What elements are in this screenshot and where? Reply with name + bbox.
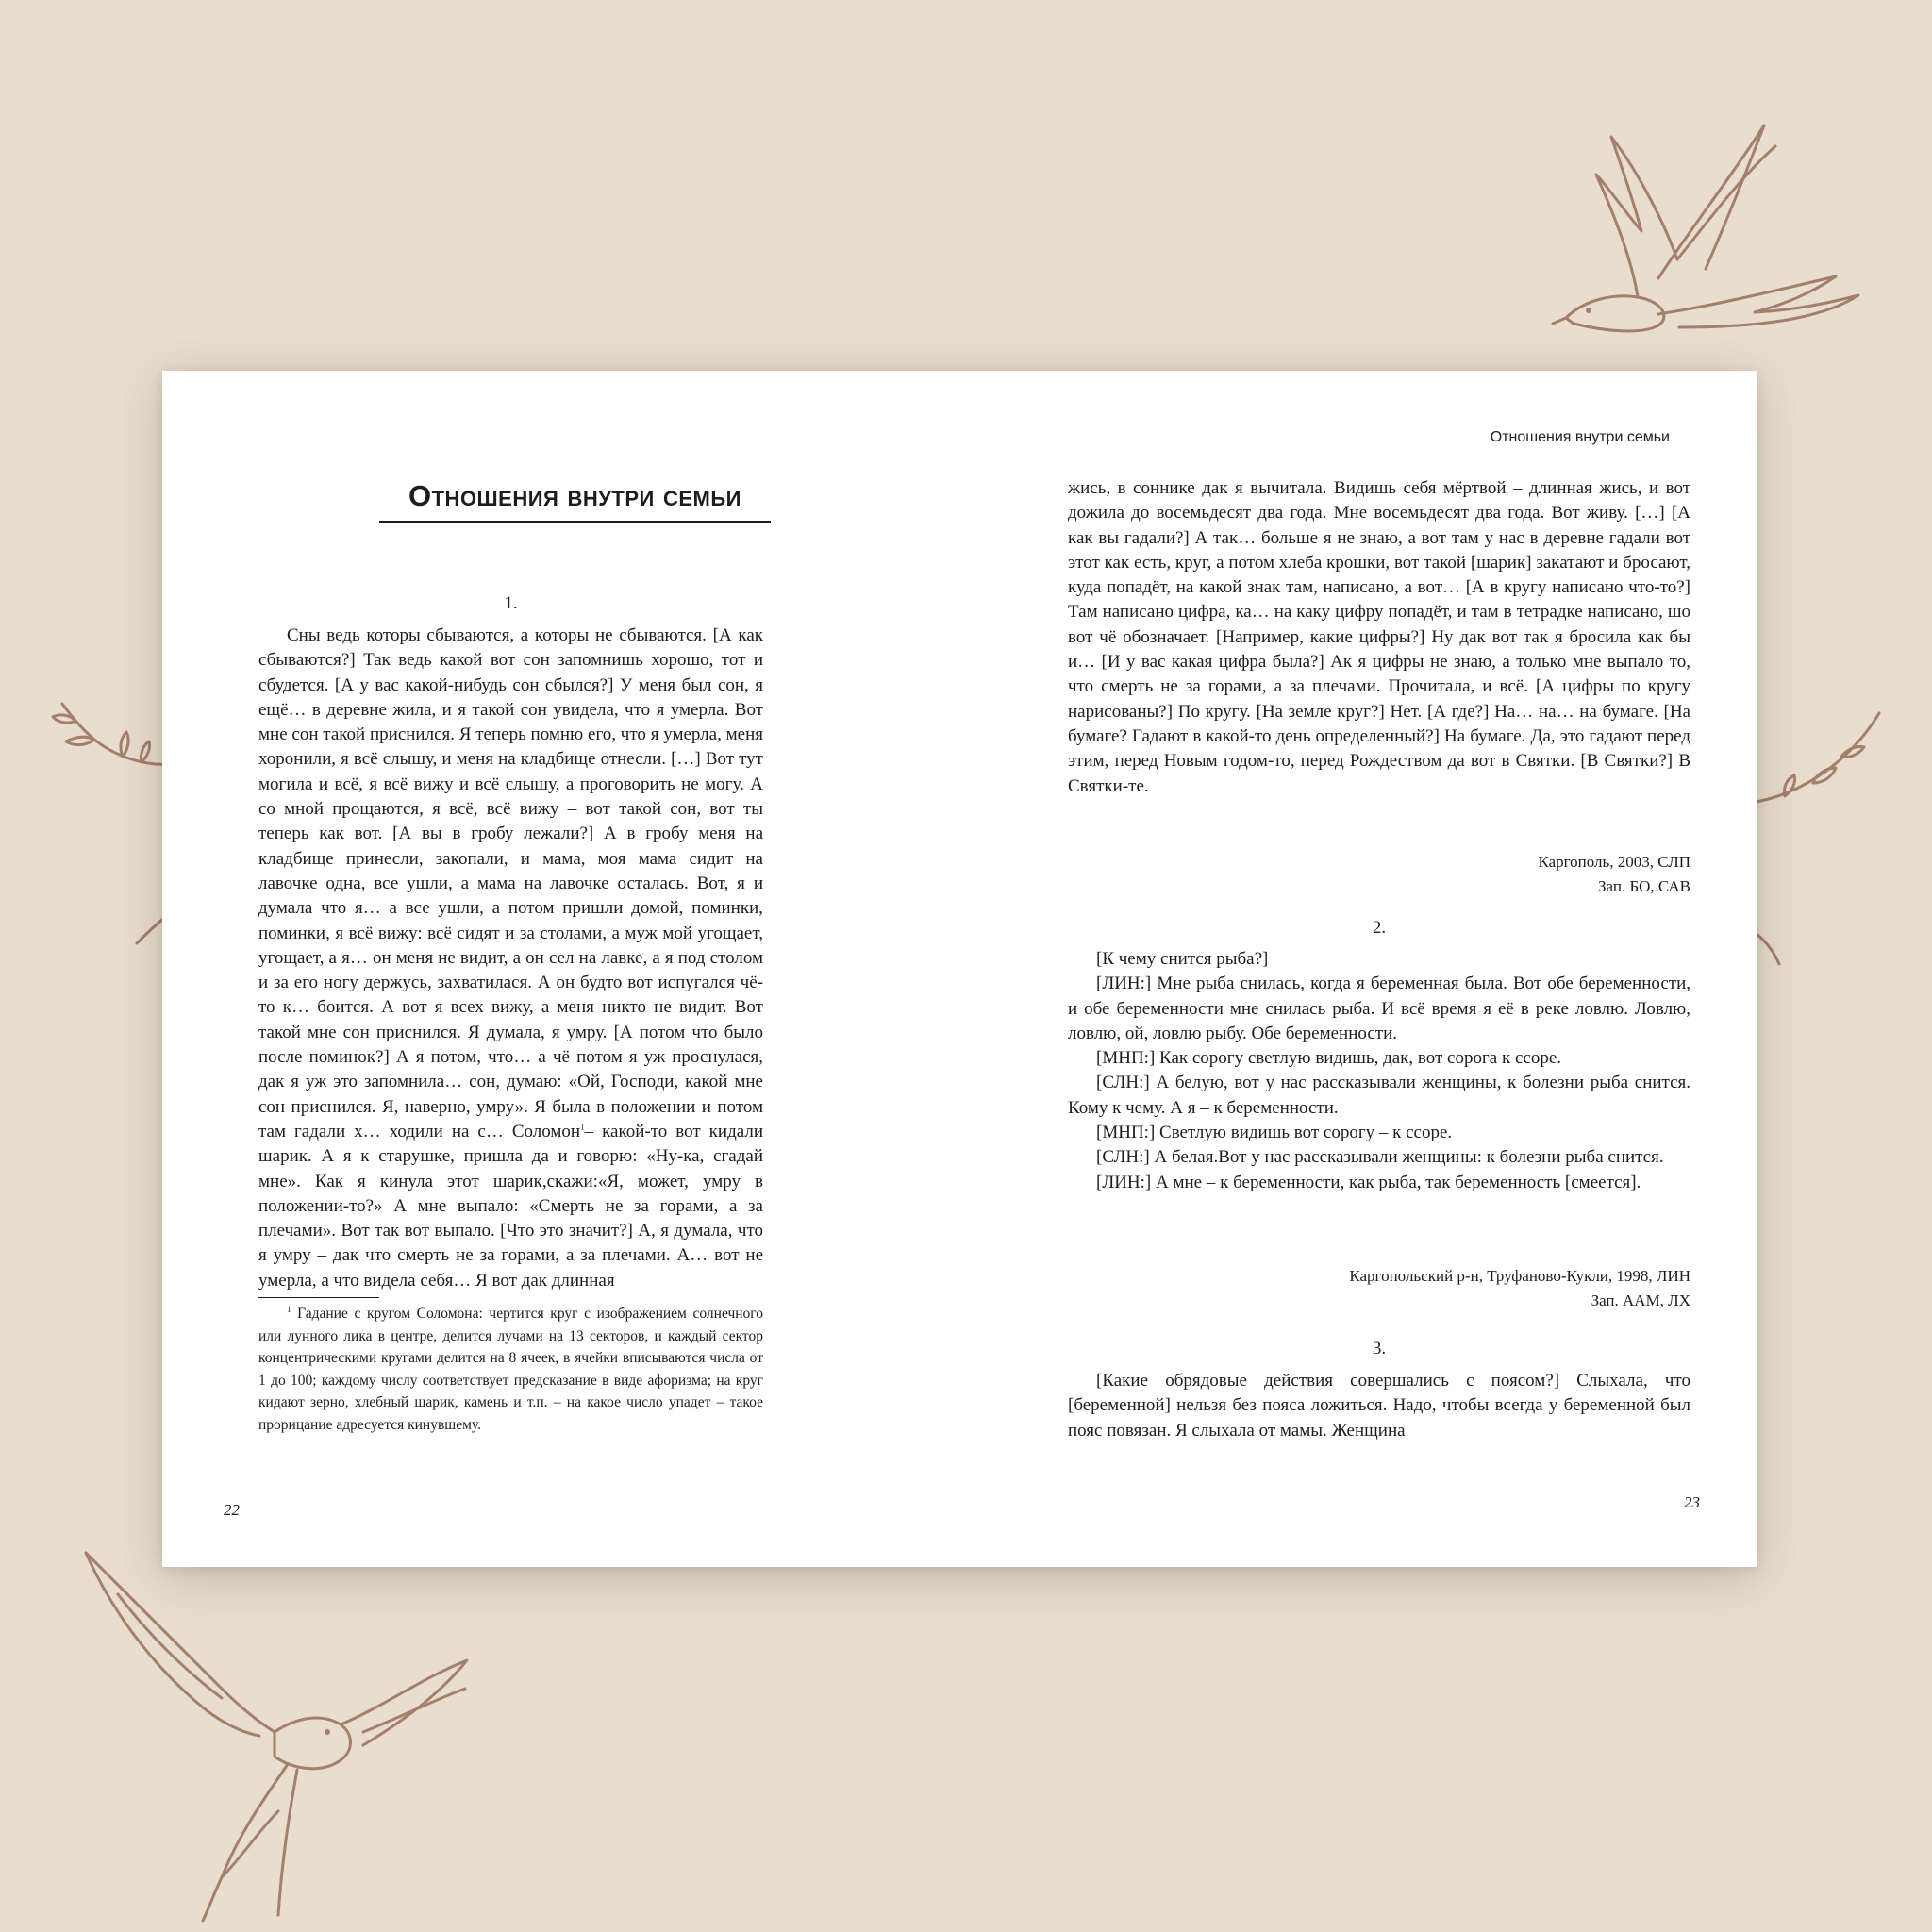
swallow-top-right-illustration (1547, 118, 1868, 335)
paragraph-text: Сны ведь которы сбываются, а которы не сбываются. [А как сбываются?] Так ведь какой вот сон запомнишь хорошо, тот и сбудется. [А у вас какой-нибудь сон сбылся?] У меня был сон, я ещё… в деревне жила, и я такой сон увидела, что я умерла. Вот мне сон такой приснился. Я теперь помню его, что я умерла, меня хоронили, я всё слышу, и меня на кладбище отнесли. […] Вот тут могила и всё, я всё вижу и всё слышу, а проговорить не могу. А со мной прощаются, я всё, всё вижу – вот такой сон, вот ты теперь как вот. [А вы в гробу лежали?] А в гробу меня на кладбище принесли, закопали, и мама, моя мама сидит на лавочке одна, все ушли, а мама на лавочке осталась. Вот, я и думала что я… а все ушли, а потом пришли домой, поминки, поминки, я всё вижу: всё сидят и за столами, а муж мой угощает, угощает, а я… он меня не видит, а он сел на лавке, а я под столом и за его ногу держусь, захватилася. А он будто вот испугался чё-то к… боится. А вот я всех вижу, а меня никто не видит. Вот такой мне сон приснился. Я думала, я умру. [А потом что было после поминок?] А я потом, что… а чё потом я уж проснулася, дак я уж это запомнила… сон, думаю: «Ой, Господи, какой мне сон приснился. Я, наверно, умру». Я была в положении и потом там гадали х… ходили на с… Соломон (258, 625, 763, 1141)
running-head: Отношения внутри семьи (1490, 429, 1670, 445)
continuation-paragraph: жись, в соннике дак я вычитала. Видишь себя мёртвой – длинная жись, и вот дожила до восемьдесят два года. Мне восемьдесят два года. Вот живу. […] [А как вы гадали?] А так… больше я не знаю, а вот там у нас в деревне гадали вот этот как есть, круг, а потом хлеба крошки, вот такой [шарик] закатают и бросают, куда попадёт, на какой знак там, написано, а вот… [А в кругу написано что-то?] Там написано цифра, ка… на каку цифру попадёт, и там в тетрадке написано, шо вот чё обозначает. [Например, какие цифры?] Ну дак вот так я бросила как бы и… [И у вас какая цифра была?] Ак я цифры не знаю, а только мне выпало то, что смерть не за горами, а за плечами. Прочитала, и всё. [А цифры по кругу нарисованы?] По кругу. [На земле круг?] Нет. [А где?] На… на… на бумаге. [На бумаге? Гадают в какой-то день определенный?] На бумаге. Да, это гадают перед этим, перед Новым годом-то, перед Рождеством да вот в Святки. [В Святки?] В Святки-те. (1068, 478, 1690, 796)
footnote-divider (258, 1297, 379, 1298)
section-2-body (1068, 947, 1690, 1195)
section-2-line: [ЛИН:] А мне – к беременности, как рыба, так беременность [смеется]. (1096, 1172, 1641, 1192)
footnote-text: Гадание с кругом Соломона: чертится круг с изображением солнечного или лунного лика в центре, делится лучами на 13 секторов, и каждый сектор концентрическими кругами делится на 8 ячеек, в ячейки вписываются числа от 1 до 100; каждому числу соответствует предсказание в виде афоризма; на круг кидают зерно, хлебный шарик, камень и т.п. – на какое число упадет – такое прорицание адресуется кинувшему. (258, 1306, 764, 1433)
section-1-body (258, 624, 763, 1293)
section-1-paragraph (258, 624, 763, 1293)
chapter-title: Отношения внутри семьи (379, 479, 771, 523)
footnote (258, 1303, 763, 1436)
source-1 (1068, 850, 1690, 899)
sprig-right-illustration (1757, 698, 1898, 981)
section-2-line: [МНП:] Светлую видишь вот сорогу – к ссоре. (1096, 1123, 1453, 1143)
source-2 (1068, 1264, 1690, 1313)
page-number-left: 22 (224, 1501, 240, 1519)
swallow-bottom-left-illustration (80, 1547, 476, 1924)
book-spread (162, 371, 1757, 1567)
right-page (959, 371, 1757, 1567)
source-2-line-1: Каргопольский р-н, Труфаново-Кукли, 1998, ЛИН (1349, 1267, 1690, 1285)
section-2-line: [ЛИН:] Мне рыба снилась, когда я беременная была. Вот обе беременности, и обе беременности мне снилась рыба. И всё время я её в реке ловлю. Ловлю, ловлю, ой, ловлю рыбу. Обе беременности. (1068, 974, 1690, 1043)
section-3-body (1068, 1369, 1690, 1443)
section-2-line: [СЛН:] А белую, вот у нас рассказывали женщины, к болезни рыба снится. Кому к чему. А я – к беременности. (1068, 1073, 1690, 1118)
left-page (162, 371, 959, 1567)
page-number-right: 23 (1684, 1493, 1700, 1511)
section-number-2: 2. (1372, 918, 1387, 938)
section-3-paragraph: [Какие обрядовые действия совершались с поясом?] Слыхала, что [беременной] нельзя без пояса ложиться. Надо, чтобы всегда у беременной был пояс повязан. Я слыхала от мамы. Женщина (1068, 1371, 1690, 1441)
sprig-left-illustration (28, 660, 170, 972)
section-2-line: [МНП:] Как сорогу светлую видишь, дак, вот сорога к ссоре. (1096, 1048, 1561, 1069)
footnote-marker: 1 (580, 1122, 585, 1132)
section-number-1: 1. (504, 593, 518, 613)
source-2-line-2: Зап. ААМ, ЛХ (1591, 1291, 1690, 1309)
section-number-3: 3. (1372, 1339, 1387, 1358)
source-1-line-2: Зап. БО, САВ (1598, 877, 1690, 895)
source-1-line-1: Каргополь, 2003, СЛП (1538, 853, 1690, 871)
section-2-line: [СЛН:] А белая.Вот у нас рассказывали женщины: к болезни рыба снится. (1096, 1147, 1664, 1168)
section-1-continuation (1068, 476, 1690, 799)
section-2-line: [К чему снится рыба?] (1096, 949, 1269, 969)
footnote-number: 1 (287, 1304, 291, 1314)
paragraph-continuation: – какой-то вот кидали шарик. А я к старушке, пришла да и говорю: «Ну-ка, сгадай мне». Как я кинула этот шарик,скажи:«Я, может, умру в положении-то?» А мне выпало: «Смерть не за горами, а за плечами». Вот так вот выпало. [Что это значит?] А, я думала, что я умру – дак что смерть не за горами, а за плечами. А… вот не умерла, а что видела себя… Я вот дак длинная (258, 1121, 763, 1291)
